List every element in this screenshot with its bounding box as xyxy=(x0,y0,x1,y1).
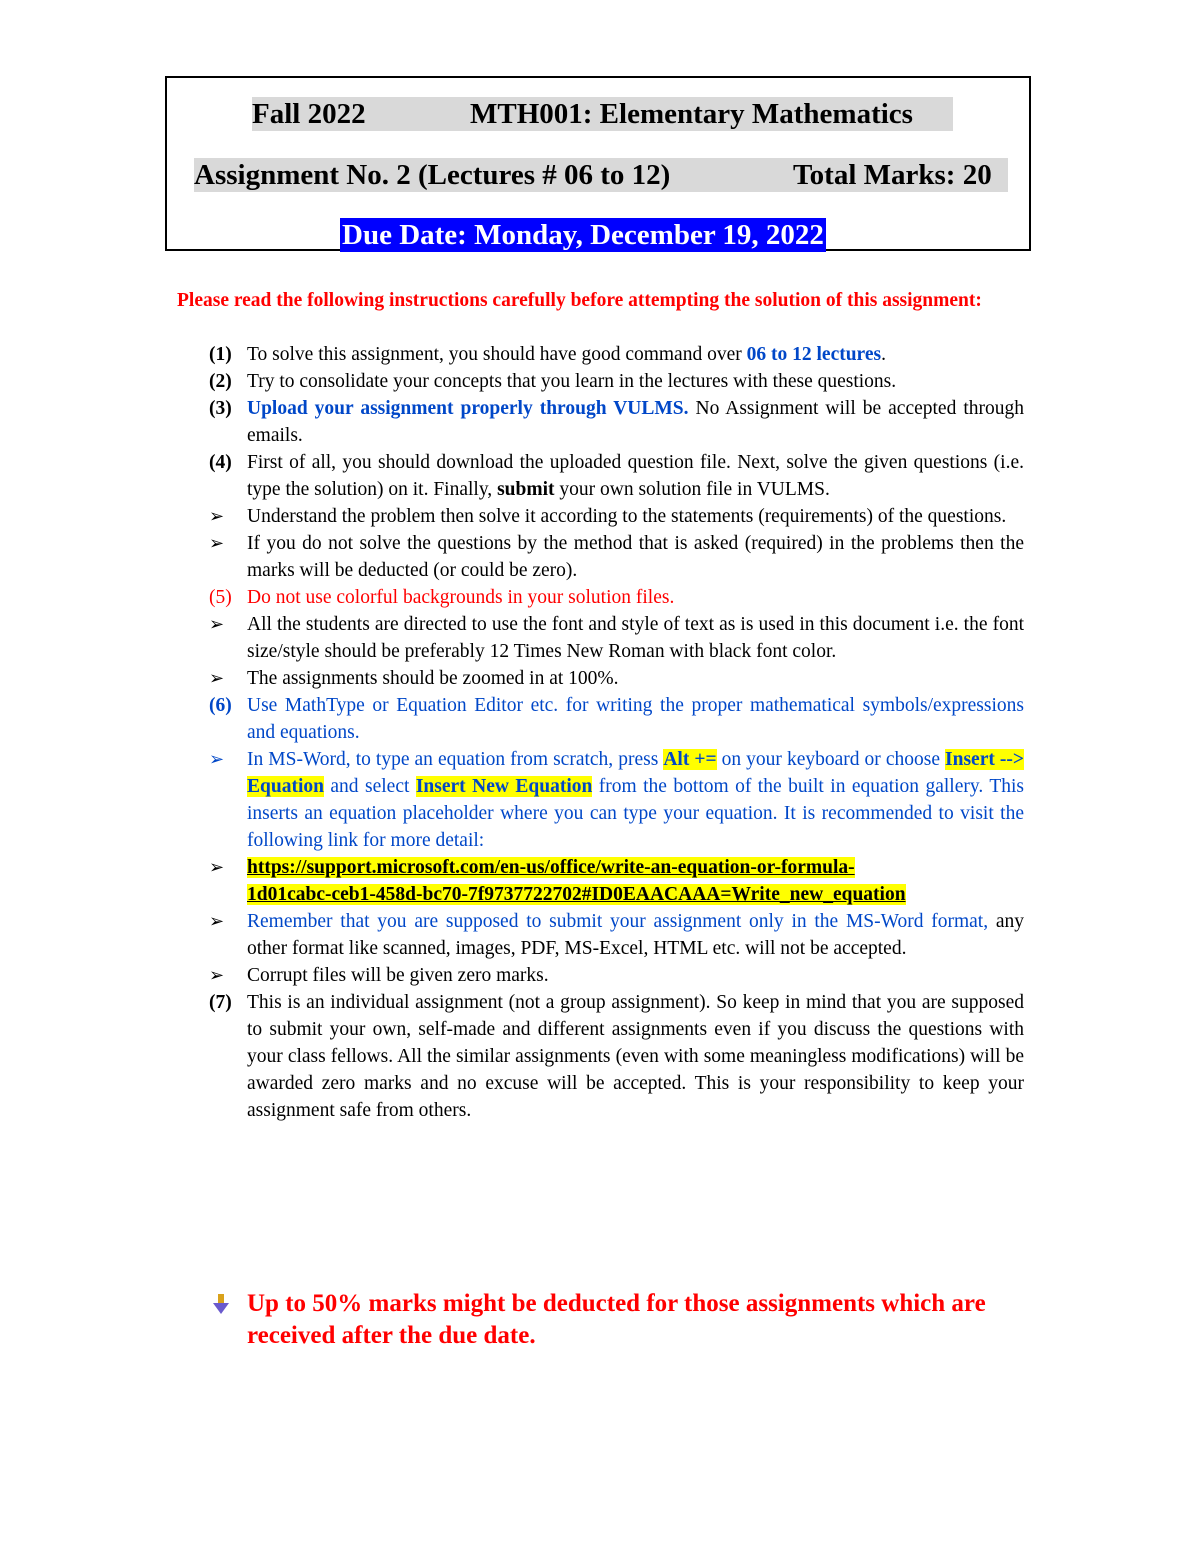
term-label: Fall 2022 xyxy=(252,98,366,130)
menu-path-highlight: Insert --> Equation xyxy=(247,749,1024,797)
list-item-2: (2) Try to consolidate your concepts that you learn in the lectures with these questions. xyxy=(209,368,1024,395)
header-box xyxy=(165,76,1031,251)
total-marks: Total Marks: 20 xyxy=(793,159,992,191)
list-item-6: (6) Use MathType or Equation Editor etc. for writing the proper mathematical symbols/expressions and equations. xyxy=(209,692,1024,746)
due-date: Due Date: Monday, December 19, 2022 xyxy=(342,219,824,251)
bullet-item-zoom: ➢ The assignments should be zoomed in at 100%. xyxy=(209,665,1024,692)
item-number: (2) xyxy=(209,371,232,392)
list-item-5: (5) Do not use colorful backgrounds in your solution files. xyxy=(209,584,1024,611)
instructions-heading: Please read the following instructions carefully before attempting the solution of this assignment: xyxy=(177,290,982,311)
list-item-7: (7) This is an individual assignment (not a group assignment). So keep in mind that you are supposed to submit your own, self-made and different assignments even if you discuss the questions with your class fellows. All the similar assignments (even with some meaningless modifications) will be awarded zero marks and no excuse will be accepted. This is your responsibility to keep your assignment safe from others. xyxy=(209,989,1024,1124)
bullet-item-equation: ➢ In MS-Word, to type an equation from scratch, press Alt += on your keyboard or choose Insert --> Equation and select Insert New Equation from the bottom of the built in equation gallery. This inserts an equation placeholder where you can type your equation. It is recommended to visit the following link for more detail: xyxy=(209,746,1024,854)
shortcut-highlight: Alt += xyxy=(663,749,717,770)
item-number: (4) xyxy=(209,452,232,473)
menu-item-highlight: Insert New Equation xyxy=(415,776,593,797)
item-number: (6) xyxy=(209,695,232,716)
down-arrow-icon xyxy=(213,1294,229,1314)
arrow-bullet-icon: ➢ xyxy=(209,857,225,877)
bullet-item-corrupt: ➢ Corrupt files will be given zero marks. xyxy=(209,962,1024,989)
arrow-bullet-icon: ➢ xyxy=(209,965,225,985)
assignment-title: Assignment No. 2 (Lectures # 06 to 12) xyxy=(194,159,671,191)
item-number: (3) xyxy=(209,398,232,419)
bullet-item-method: ➢ If you do not solve the questions by the method that is asked (required) in the problems then the marks will be deducted (or could be zero). xyxy=(209,530,1024,584)
item-number: (7) xyxy=(209,992,232,1013)
arrow-bullet-icon: ➢ xyxy=(209,911,225,931)
arrow-bullet-icon: ➢ xyxy=(209,668,225,688)
arrow-bullet-icon: ➢ xyxy=(209,614,225,634)
item-number: (5) xyxy=(209,587,232,608)
bullet-item-format: ➢ Remember that you are supposed to submit your assignment only in the MS-Word format, any other format like scanned, images, PDF, MS-Excel, HTML etc. will not be accepted. xyxy=(209,908,1024,962)
arrow-bullet-icon: ➢ xyxy=(209,533,225,553)
instructions-list xyxy=(209,341,1024,1124)
list-item-1: (1) To solve this assignment, you should have good command over 06 to 12 lectures. xyxy=(209,341,1024,368)
support-link[interactable]: https://support.microsoft.com/en-us/office/write-an-equation-or-formula- 1d01cabc-ceb1-458d-bc70-7f9737722702#ID0EAACAAA=Write_new_equation xyxy=(247,857,906,905)
header-row-assignment xyxy=(194,158,1008,192)
bullet-item-font: ➢ All the students are directed to use the font and style of text as is used in this document i.e. the font size/style should be preferably 12 Times New Roman with black font color. xyxy=(209,611,1024,665)
list-item-4: (4) First of all, you should download the uploaded question file. Next, solve the given questions (i.e. type the solution) on it. Finally, submit your own solution file in VULMS. xyxy=(209,449,1024,503)
course-title: MTH001: Elementary Mathematics xyxy=(470,98,913,130)
arrow-bullet-icon: ➢ xyxy=(209,749,225,769)
header-row-course xyxy=(252,97,953,131)
item-number: (1) xyxy=(209,344,232,365)
list-item-3: (3) Upload your assignment properly through VULMS. No Assignment will be accepted through emails. xyxy=(209,395,1024,449)
late-penalty-note: Up to 50% marks might be deducted for those assignments which are received after the due date. xyxy=(213,1288,1033,1352)
bullet-item-understand: ➢ Understand the problem then solve it according to the statements (requirements) of the questions. xyxy=(209,503,1024,530)
bullet-item-link xyxy=(209,854,1024,908)
arrow-bullet-icon: ➢ xyxy=(209,506,225,526)
